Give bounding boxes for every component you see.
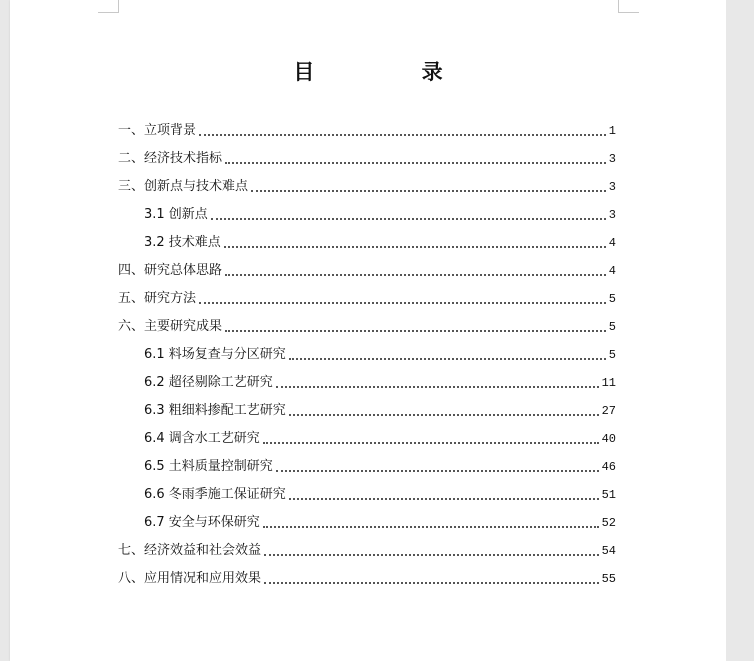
page-margin-area <box>726 0 754 661</box>
toc-page-number: 5 <box>608 320 616 334</box>
toc-title: 目 录 <box>293 59 493 84</box>
toc-entry-label: 6.4 调含水工艺研究 <box>144 431 260 446</box>
toc-page-number: 3 <box>608 208 616 222</box>
toc-page-number: 46 <box>601 460 616 474</box>
toc-entry[interactable] <box>118 121 616 141</box>
toc-entry-label: 二、经济技术指标 <box>118 151 223 166</box>
toc-entry-label: 七、经济效益和社会效益 <box>118 543 262 558</box>
toc-entry-label: 6.3 粗细料掺配工艺研究 <box>144 403 286 418</box>
toc-dot-leader <box>211 218 606 220</box>
toc-entry[interactable] <box>144 401 616 421</box>
toc-entry-label: 六、主要研究成果 <box>118 319 223 334</box>
toc-entry-label: 6.6 冬雨季施工保证研究 <box>144 487 286 502</box>
toc-page-number: 3 <box>608 152 616 166</box>
toc-entry-label: 6.5 土料质量控制研究 <box>144 459 273 474</box>
toc-page-number: 54 <box>601 544 616 558</box>
toc-dot-leader <box>264 554 599 556</box>
toc-dot-leader <box>251 190 606 192</box>
toc-dot-leader <box>224 246 606 248</box>
toc-entry-label: 6.2 超径剔除工艺研究 <box>144 375 273 390</box>
toc-dot-leader <box>263 526 599 528</box>
toc-entry-label: 四、研究总体思路 <box>118 263 223 278</box>
toc-entry-label: 五、研究方法 <box>118 291 197 306</box>
toc-dot-leader <box>289 498 599 500</box>
toc-page-number: 3 <box>608 180 616 194</box>
toc-entry-label: 3.1 创新点 <box>144 207 208 222</box>
toc-entry-label: 6.1 料场复查与分区研究 <box>144 347 286 362</box>
toc-dot-leader <box>289 358 606 360</box>
toc-entry[interactable] <box>118 289 616 309</box>
toc-entry-label: 一、立项背景 <box>118 123 197 138</box>
toc-entry-label: 八、应用情况和应用效果 <box>118 571 262 586</box>
toc-page-number: 4 <box>608 236 616 250</box>
toc-dot-leader <box>276 386 599 388</box>
toc-entry[interactable] <box>144 373 616 393</box>
toc-dot-leader <box>225 330 606 332</box>
toc-dot-leader <box>263 442 599 444</box>
toc-entry[interactable] <box>144 457 616 477</box>
toc-dot-leader <box>264 582 599 584</box>
toc-dot-leader <box>225 274 606 276</box>
toc-page-number: 1 <box>608 124 616 138</box>
toc-entry[interactable] <box>118 261 616 281</box>
toc-page-number: 11 <box>601 376 616 390</box>
toc-entry-label: 3.2 技术难点 <box>144 235 221 250</box>
toc-page-number: 5 <box>608 348 616 362</box>
toc-entry[interactable] <box>118 541 616 561</box>
toc-page-number: 40 <box>601 432 616 446</box>
crop-mark-right <box>618 0 639 13</box>
toc-entry[interactable] <box>144 345 616 365</box>
toc-page-number: 55 <box>601 572 616 586</box>
toc-entry[interactable] <box>144 233 616 253</box>
toc-dot-leader <box>199 302 606 304</box>
toc-dot-leader <box>199 134 606 136</box>
toc-entry[interactable] <box>144 485 616 505</box>
toc-entry[interactable] <box>118 317 616 337</box>
toc-page-number: 51 <box>601 488 616 502</box>
toc-dot-leader <box>276 470 599 472</box>
toc-page-number: 5 <box>608 292 616 306</box>
toc-entry-label: 6.7 安全与环保研究 <box>144 515 260 530</box>
toc-dot-leader <box>225 162 606 164</box>
toc-dot-leader <box>289 414 599 416</box>
toc-entry-label: 三、创新点与技术难点 <box>118 179 249 194</box>
document-page <box>10 0 726 661</box>
toc-entry[interactable] <box>118 177 616 197</box>
toc-entry[interactable] <box>118 569 616 589</box>
crop-mark-left <box>98 0 119 13</box>
toc-entry[interactable] <box>144 513 616 533</box>
toc-entry[interactable] <box>118 149 616 169</box>
toc-entry[interactable] <box>144 429 616 449</box>
toc-entry[interactable] <box>144 205 616 225</box>
toc-page-number: 27 <box>601 404 616 418</box>
toc-page-number: 4 <box>608 264 616 278</box>
toc-page-number: 52 <box>601 516 616 530</box>
